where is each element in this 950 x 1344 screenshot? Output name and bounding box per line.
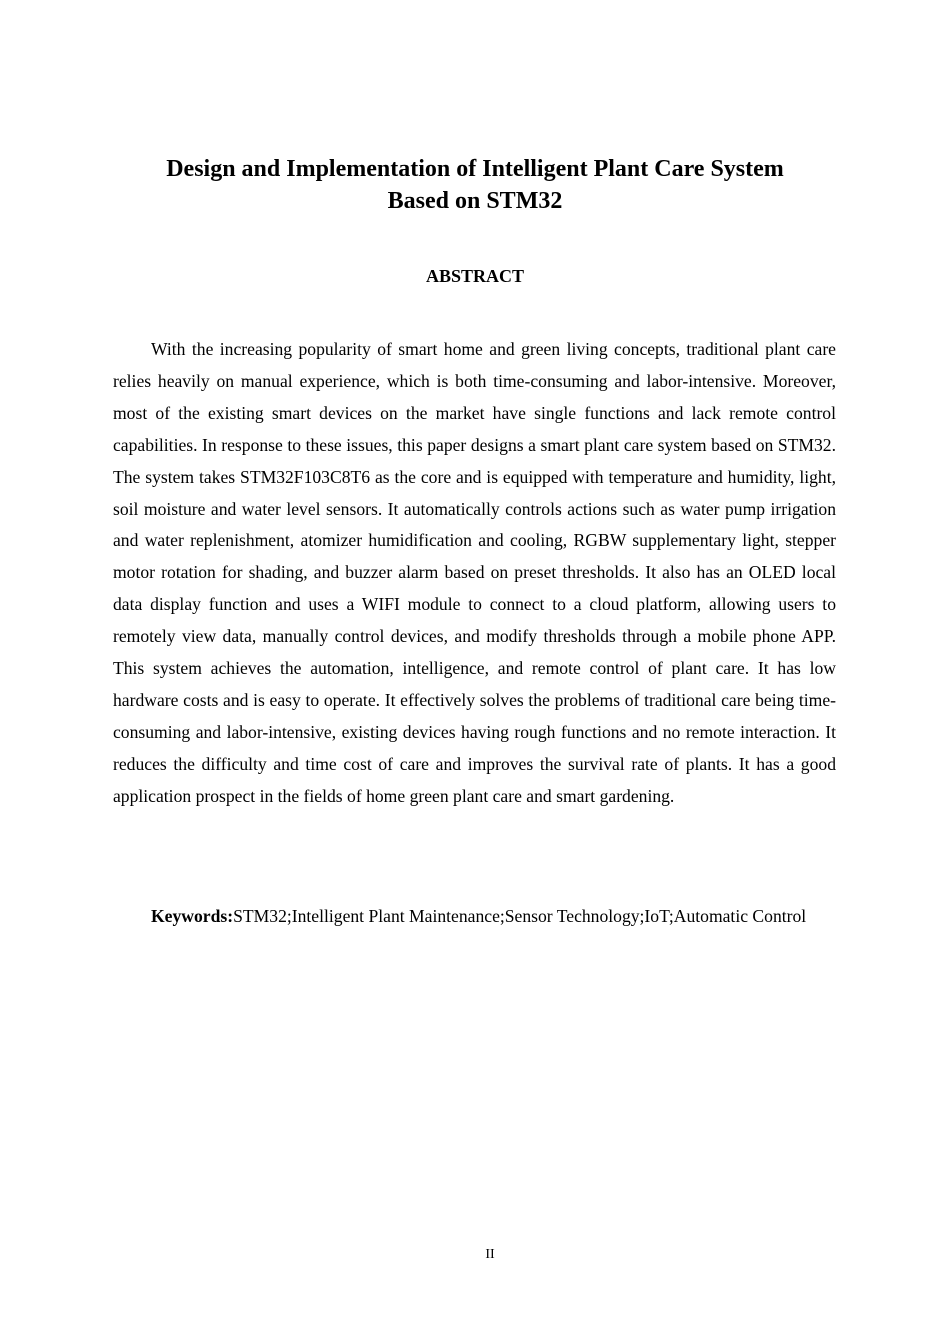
paper-title-line-2: Based on STM32 <box>387 188 563 214</box>
keywords-label: Keywords: <box>151 906 234 926</box>
keywords-text: STM32;Intelligent Plant Maintenance;Sensor Technology;IoT;Automatic Control <box>233 906 807 926</box>
abstract-paragraph: With the increasing popularity of smart home and green living concepts, traditional plant care relies heavily on manual experience, which is both time-consuming and labor-intensive. Moreover, most of the existing smart devices on the market have single functions and lack remote control capabilities. In response to these issues, this paper designs a smart plant care system based on STM32. The system takes STM32F103C8T6 as the core and is equipped with temperature and humidity, light, soil moisture and water level sensors. It automatically controls actions such as water pump irrigation and water replenishment, atomizer humidification and cooling, RGBW supplementary light, stepper motor rotation for shading, and buzzer alarm based on preset thresholds. It also has an OLED local data display function and uses a WIFI module to connect to a cloud platform, allowing users to remotely view data, manually control devices, and modify thresholds through a mobile phone APP. This system achieves the automation, intelligence, and remote control of plant care. It has low hardware costs and is easy to operate. It effectively solves the problems of traditional care being time-consuming and labor-intensive, existing devices having rough functions and no remote interaction. It reduces the difficulty and time cost of care and improves the survival rate of plants. It has a good application prospect in the fields of home green plant care and smart gardening. <box>113 339 836 806</box>
keywords-line <box>113 905 836 927</box>
page-number: II <box>485 1247 495 1262</box>
paper-title-line-1: Design and Implementation of Intelligent Plant Care System <box>166 156 784 182</box>
paper-title <box>113 153 837 217</box>
abstract-heading: ABSTRACT <box>425 266 525 286</box>
